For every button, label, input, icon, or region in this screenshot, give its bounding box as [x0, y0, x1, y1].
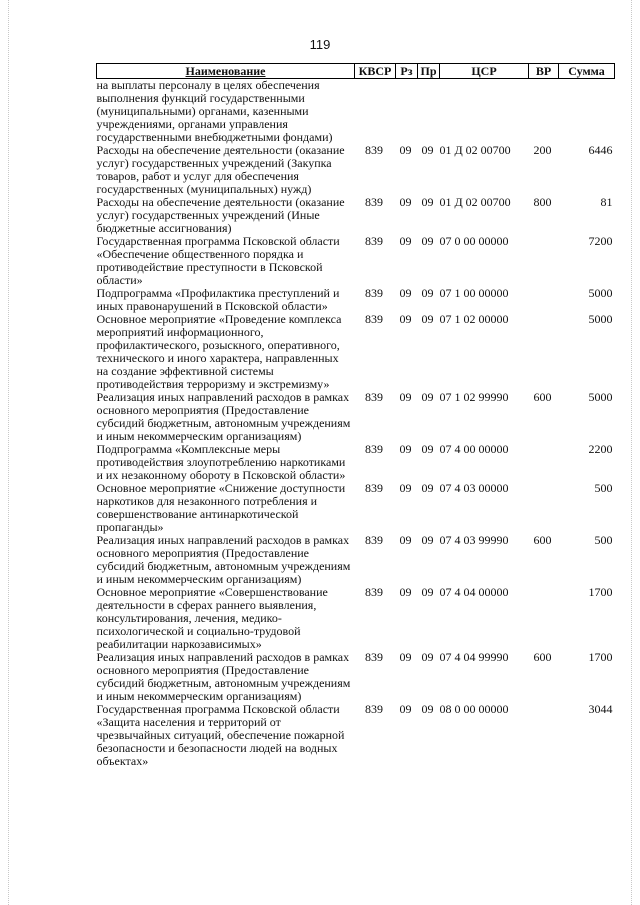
cell-kvsr: 839: [365, 286, 383, 300]
cell-vr: [529, 313, 559, 391]
cell-vr: [529, 703, 559, 768]
cell-pr: 09: [421, 195, 434, 209]
cell-vr: 600: [533, 650, 552, 664]
cell-pr: 09: [421, 286, 434, 300]
budget-table: [96, 63, 615, 768]
cell-rz: 09: [399, 442, 412, 456]
header-sum: Сумма: [559, 64, 615, 79]
cell-sum: 5000: [588, 390, 613, 404]
cell-csr: 07 1 00 00000: [439, 286, 509, 300]
cell-csr: 07 4 03 99990: [439, 533, 509, 547]
cell-rz: 09: [399, 312, 412, 326]
cell-csr: 07 4 04 00000: [439, 585, 509, 599]
table-row: [97, 313, 615, 391]
cell-csr: 07 4 03 00000: [439, 481, 509, 495]
cell-rz: 09: [399, 585, 412, 599]
cell-vr: 600: [533, 533, 552, 547]
cell-sum: 1700: [588, 585, 613, 599]
cell-name: Подпрограмма «Комплексные меры противодействия злоупотреблению наркотиками и их незаконному обороту в Псковской области»: [96, 442, 346, 482]
cell-sum: 500: [594, 533, 613, 547]
cell-name: Основное мероприятие «Снижение доступности наркотиков для незаконного потребления и совершенствование антинаркотической пропаганды»: [96, 481, 346, 534]
cell-sum: 5000: [588, 286, 613, 300]
cell-pr: 09: [421, 234, 434, 248]
cell-kvsr: 839: [365, 234, 383, 248]
cell-pr: 09: [421, 585, 434, 599]
table-row: [97, 651, 615, 703]
cell-pr: 09: [421, 312, 434, 326]
cell-rz: 09: [399, 390, 412, 404]
table-row: [97, 196, 615, 235]
table-body: [97, 79, 615, 769]
cell-name: Расходы на обеспечение деятельности (оказание услуг) государственных учреждений (Закупка товаров, работ и услуг для обеспечения государственных (муниципальных) нужд): [96, 143, 345, 196]
cell-csr: 07 4 00 00000: [439, 442, 509, 456]
cell-rz: 09: [399, 650, 412, 664]
cell-csr: 01 Д 02 00700: [439, 143, 511, 157]
table-row: [97, 79, 615, 145]
cell-kvsr: 839: [365, 143, 383, 157]
cell-sum: 81: [600, 195, 613, 209]
cell-kvsr: 839: [365, 585, 383, 599]
cell-kvsr: 839: [365, 533, 383, 547]
cell-name: Расходы на обеспечение деятельности (оказание услуг) государственных учреждений (Иные бюджетные ассигнования): [96, 195, 345, 235]
cell-sum: 5000: [588, 312, 613, 326]
cell-sum: [559, 79, 615, 145]
header-name: Наименование: [97, 64, 355, 79]
cell-rz: [396, 79, 418, 145]
cell-vr: [529, 287, 559, 313]
cell-csr: 08 0 00 00000: [439, 702, 509, 716]
table-row: [97, 443, 615, 482]
cell-sum: 6446: [588, 143, 613, 157]
cell-sum: 1700: [588, 650, 613, 664]
header-rz: Рз: [396, 64, 418, 79]
cell-pr: 09: [421, 533, 434, 547]
table-row: [97, 534, 615, 586]
table-row: [97, 586, 615, 651]
cell-rz: 09: [399, 533, 412, 547]
cell-rz: 09: [399, 702, 412, 716]
cell-name: Государственная программа Псковской области «Защита населения и территорий от чрезвычайных ситуаций, обеспечение пожарной безопасности и безопасности людей на водных объектах»: [96, 702, 345, 768]
cell-sum: 7200: [588, 234, 613, 248]
scan-edge-right: [631, 0, 632, 905]
table-header: [97, 64, 615, 79]
table-row: [97, 482, 615, 534]
cell-name: Реализация иных направлений расходов в рамках основного мероприятия (Предоставление субсидий бюджетным, автономным учреждениям и иным некоммерческим организациям): [96, 390, 351, 443]
cell-vr: [529, 79, 559, 145]
cell-vr: 800: [533, 195, 552, 209]
cell-kvsr: 839: [365, 481, 383, 495]
cell-kvsr: 839: [365, 442, 383, 456]
cell-csr: 07 1 02 00000: [439, 312, 509, 326]
cell-rz: 09: [399, 143, 412, 157]
cell-rz: 09: [399, 234, 412, 248]
cell-pr: 09: [421, 143, 434, 157]
cell-rz: 09: [399, 286, 412, 300]
header-kvsr: КВСР: [355, 64, 396, 79]
cell-csr: 07 1 02 99990: [439, 390, 509, 404]
header-pr: Пр: [418, 64, 440, 79]
cell-name: Основное мероприятие «Проведение комплекса мероприятий информационного, профилактического, розыскного, оперативного, технического и иного характера, направленных на создание эффективной системы противодействия терроризму и экстремизму»: [96, 312, 342, 391]
cell-pr: 09: [421, 481, 434, 495]
table-row: [97, 287, 615, 313]
cell-name: на выплаты персоналу в целях обеспечения выполнения функций государственными (муниципальными) органами, казенными учреждениями, органами управления государственными внебюджетными фондами): [96, 78, 333, 144]
cell-pr: 09: [421, 442, 434, 456]
cell-kvsr: 839: [365, 390, 383, 404]
cell-csr: 07 4 04 99990: [439, 650, 509, 664]
cell-vr: [529, 235, 559, 287]
cell-vr: [529, 443, 559, 482]
cell-kvsr: [355, 79, 396, 145]
page-number: 119: [309, 37, 331, 52]
cell-pr: [418, 79, 440, 145]
cell-rz: 09: [399, 481, 412, 495]
cell-kvsr: 839: [365, 702, 383, 716]
cell-csr: 07 0 00 00000: [439, 234, 509, 248]
cell-name: Реализация иных направлений расходов в рамках основного мероприятия (Предоставление субсидий бюджетным, автономным учреждениям и иным некоммерческим организациям): [96, 533, 351, 586]
cell-name: Реализация иных направлений расходов в рамках основного мероприятия (Предоставление субсидий бюджетным, автономным учреждениям и иным некоммерческим организациям): [96, 650, 351, 703]
cell-kvsr: 839: [365, 650, 383, 664]
cell-name: Основное мероприятие «Совершенствование деятельности в сферах раннего выявления, консультирования, лечения, медико-психологической и социально-трудовой реабилитации наркозависимых»: [96, 585, 328, 651]
cell-name: Подпрограмма «Профилактика преступлений и иных правонарушений в Псковской области»: [96, 286, 340, 313]
cell-pr: 09: [421, 702, 434, 716]
cell-csr: 01 Д 02 00700: [439, 195, 511, 209]
cell-rz: 09: [399, 195, 412, 209]
cell-vr: [529, 482, 559, 534]
cell-pr: 09: [421, 390, 434, 404]
cell-pr: 09: [421, 650, 434, 664]
cell-sum: 2200: [588, 442, 613, 456]
cell-kvsr: 839: [365, 195, 383, 209]
table-row: [97, 235, 615, 287]
header-vr: ВР: [529, 64, 559, 79]
scan-edge-left: [8, 0, 9, 905]
cell-csr: [440, 79, 529, 145]
cell-sum: 500: [594, 481, 613, 495]
table-row: [97, 391, 615, 443]
cell-kvsr: 839: [365, 312, 383, 326]
cell-vr: 600: [533, 390, 552, 404]
cell-vr: [529, 586, 559, 651]
header-csr: ЦСР: [440, 64, 529, 79]
cell-name: Государственная программа Псковской области «Обеспечение общественного порядка и противодействие преступности в Псковской области»: [96, 234, 340, 287]
table-row: [97, 703, 615, 768]
cell-vr: 200: [533, 143, 552, 157]
cell-sum: 3044: [588, 702, 613, 716]
table-row: [97, 144, 615, 196]
